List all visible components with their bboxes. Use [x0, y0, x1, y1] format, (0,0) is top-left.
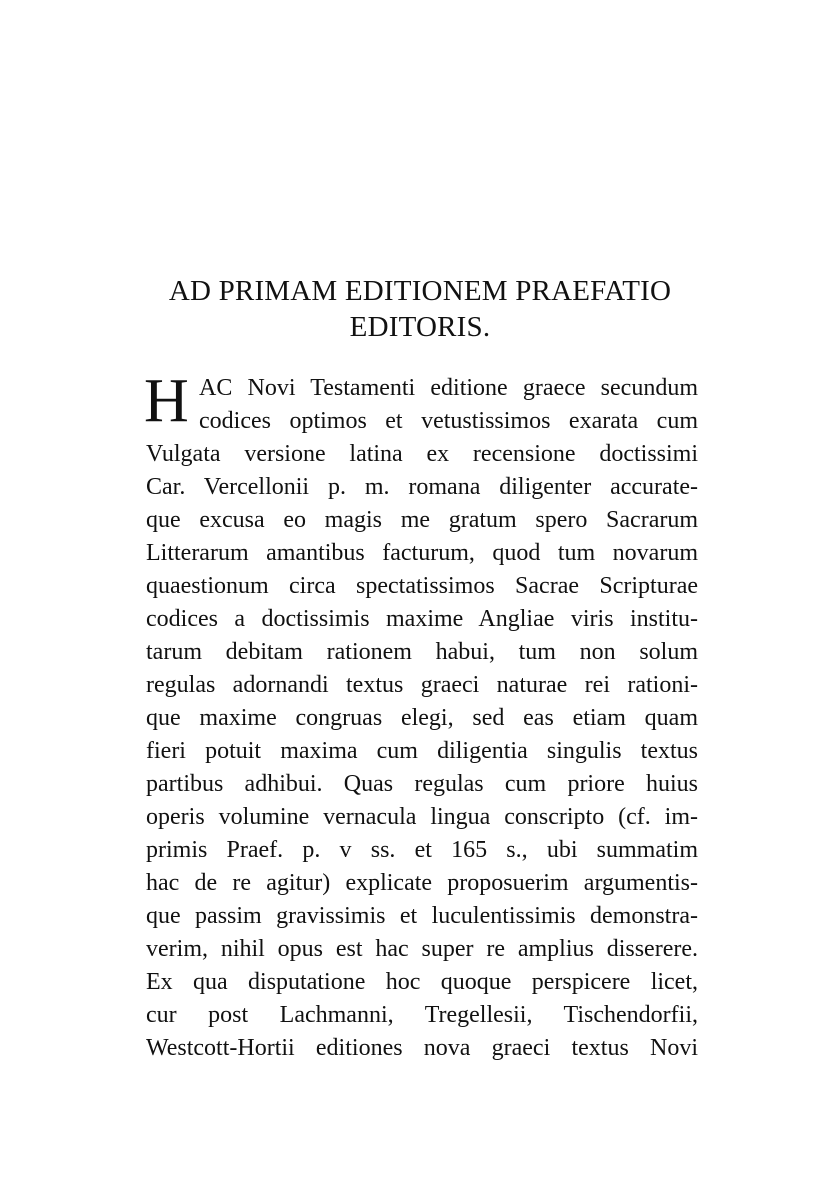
text-line: primis Praef. p. v ss. et 165 s., ubi summatim — [146, 837, 698, 863]
page-title-line-1: AD PRIMAM EDITIONEM PRAEFATIO — [168, 275, 672, 307]
text-line: Litterarum amantibus facturum, quod tum novarum — [146, 540, 698, 566]
text-line: verim, nihil opus est hac super re amplius disserere. — [146, 936, 698, 962]
text-line: regulas adornandi textus graeci naturae rei rationi- — [146, 672, 698, 698]
text-line: partibus adhibui. Quas regulas cum priore huius — [146, 771, 698, 797]
text-line: cur post Lachmanni, Tregellesii, Tischendorfii, — [146, 1002, 698, 1028]
text-line: hac de re agitur) explicate proposuerim argumentis- — [146, 870, 698, 896]
text-line: que passim gravissimis et luculentissimis demonstra- — [146, 903, 698, 929]
text-line: quaestionum circa spectatissimos Sacrae Scripturae — [146, 573, 698, 599]
page-title-line-2: EDITORIS. — [349, 311, 491, 343]
text-line: Ex qua disputatione hoc quoque perspicere licet, — [146, 969, 698, 995]
text-line: que excusa eo magis me gratum spero Sacrarum — [146, 507, 698, 533]
text-line: codices optimos et vetustissimos exarata cum — [199, 408, 698, 434]
text-line: AC Novi Testamenti editione graece secundum — [199, 375, 698, 401]
text-line: Car. Vercellonii p. m. romana diligenter accurate- — [146, 474, 698, 500]
text-line: operis volumine vernacula lingua conscripto (cf. im- — [146, 804, 698, 830]
text-line: fieri potuit maxima cum diligentia singulis textus — [146, 738, 698, 764]
text-line: tarum debitam rationem habui, tum non solum — [146, 639, 698, 665]
text-line: Vulgata versione latina ex recensione doctissimi — [146, 441, 698, 467]
drop-cap: H — [144, 367, 189, 435]
text-line: que maxime congruas elegi, sed eas etiam quam — [146, 705, 698, 731]
text-line: codices a doctissimis maxime Angliae viris institu- — [146, 606, 698, 632]
text-line: Westcott-Hortii editiones nova graeci textus Novi — [146, 1035, 698, 1061]
